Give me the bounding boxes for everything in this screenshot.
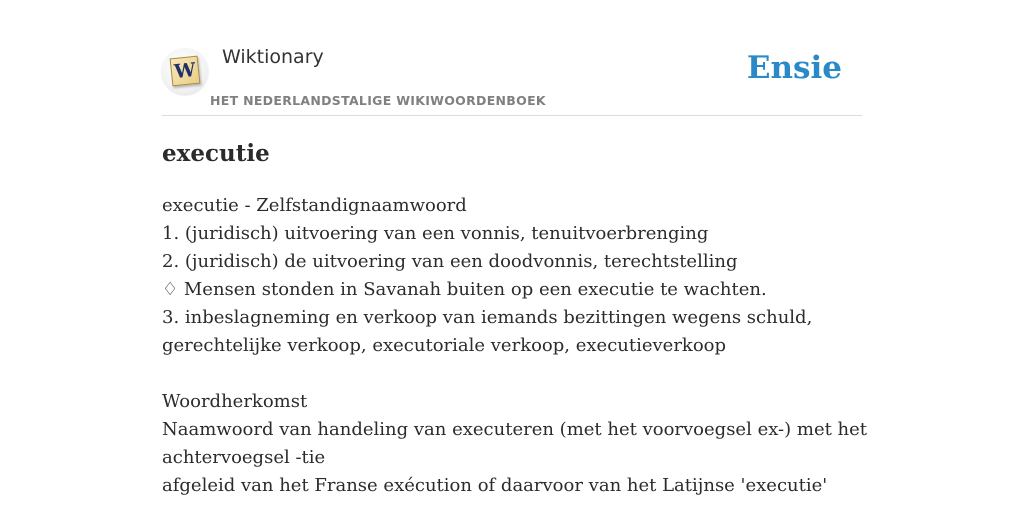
site-title[interactable]: Wiktionary [222,46,324,68]
wiktionary-logo-icon[interactable] [162,48,208,94]
site-subtitle: HET NEDERLANDSTALIGE WIKIWOORDENBOEK [210,93,546,108]
definition-2: 2. (juridisch) de uitvoering van een doodvonnis, terechtstelling [162,251,738,272]
entry-content [162,138,868,500]
definition-block [162,192,868,500]
etymology-heading: Woordherkomst [162,391,308,412]
definition-3: 3. inbeslagneming en verkoop van iemands bezittingen wegens schuld, [162,307,813,328]
site-header [162,40,862,116]
definition-3-continued: gerechtelijke verkoop, executoriale verkoop, executieverkoop [162,335,727,356]
etymology-line-3: afgeleid van het Franse exécution of daarvoor van het Latijnse 'executie' [162,475,828,496]
definition-1: 1. (juridisch) uitvoering van een vonnis, tenuitvoerbrenging [162,223,709,244]
logo-letter: W [173,58,197,84]
brand-logo[interactable]: Ensie [746,50,842,86]
example-sentence: ♢ Mensen stonden in Savanah buiten op een executie te wachten. [162,279,767,300]
logo-tile [170,56,201,87]
page-title: executie [162,140,270,167]
etymology-line-1: Naamwoord van handeling van executeren (met het voorvoegsel ex-) met het [162,419,868,440]
etymology-line-2: achtervoegsel -tie [162,447,326,468]
spacer [162,360,862,388]
word-class-line: executie - Zelfstandignaamwoord [162,195,467,216]
